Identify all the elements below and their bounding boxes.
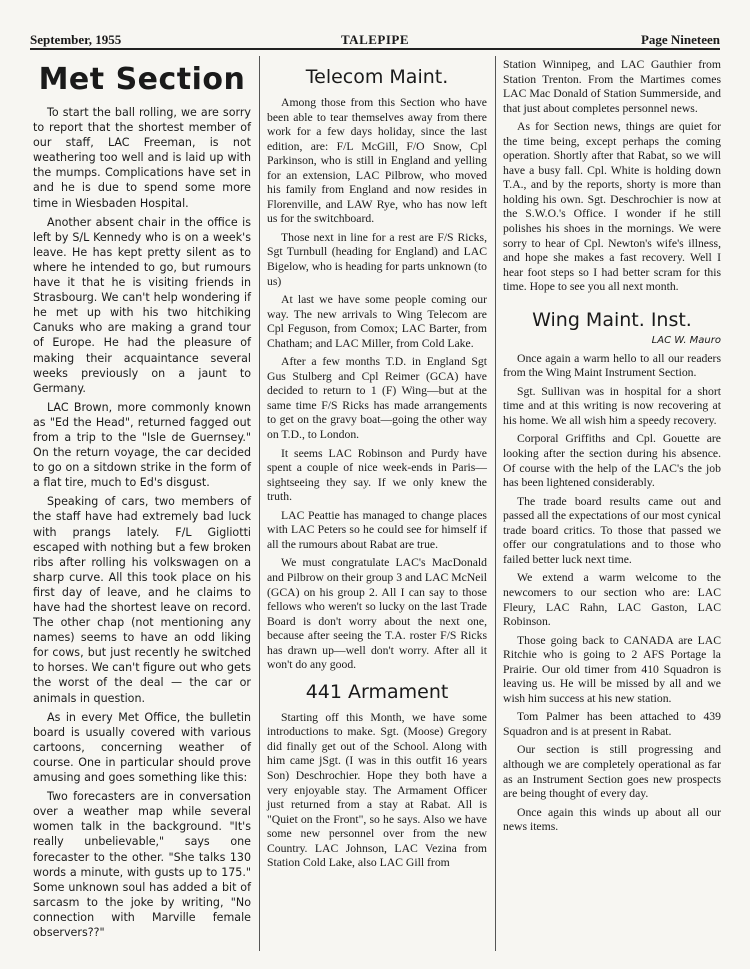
article-paragraph: Another absent chair in the office is left by S/L Kennedy who is on a week's leave. He has kept pretty silent as to where he intended to go, but rumours have it that he is visiting friends in Strasbourg. We can't help wondering if he met up with his two hitchiking Canuks who are making a grand tour of Europe. He had the pleasure of making their acquaintance several weeks previously on a jaunt to Germany. — [33, 215, 251, 395]
article-paragraph: At last we have some people coming our way. The new arrivals to Wing Telecom are Cpl Feguson, from Comox; LAC Barter, from Chatham; and LAC Miller, from Cold Lake. — [267, 293, 487, 350]
article-paragraph: Starting off this Month, we have some introductions to make. Sgt. (Moose) Gregory did finally get out of the School. Along with him came jSgt. (I was in this outfit 16 years Son) Deschrochier. Hope they both have a very enjoyable stay. The Armament Officer just returned from a stay at Rabat. All is "Quiet on the Front", so he says. Also we have some new personnel over from the new Country. LAC Johnson, LAC Vezina from Station Cold Lake, also LAC Gill from — [267, 710, 487, 870]
column-divider-2 — [495, 56, 496, 951]
met-section-title: Met Section — [38, 62, 246, 97]
article-paragraph: As in every Met Office, the bulletin board is usually covered with various cartoons, concerning weather of course. One in particular should prove amusing and goes something like this: — [33, 710, 251, 785]
wing-section — [503, 309, 721, 835]
article-paragraph: Our section is still progressing and although we are completely operational as far as an Instrument Section goes new prospects are being thought of every day. — [503, 743, 721, 801]
telecom-section — [267, 66, 487, 673]
article-paragraph: After a few months T.D. in England Sgt Gus Stulberg and Cpl Reimer (GCA) have decided to return to 1 (F) Wing—but at the same time F/S Ricks has made arrangements to get on the gravy boat—going the other way on T.D., to London. — [267, 355, 487, 442]
article-paragraph: Sgt. Sullivan was in hospital for a short time and at this writing is now recovering at his home. We all wish him a speedy recovery. — [503, 384, 721, 427]
wing-section-title: Wing Maint. Inst. — [532, 308, 692, 331]
article-paragraph: We must congratulate LAC's MacDonald and Pilbrow on their group 3 and LAC McNeil (GCA) on his group 2. All I can say to those fellows who weren't so lucky on the last Trade Board is don't worry about the next one, because after seeing the T.A. roster F/S Ricks has drawn up—well don't worry. After all it won't do any good. — [267, 556, 487, 672]
armament-section-title: 441 Armament — [305, 680, 449, 703]
article-paragraph: As for Section news, things are quiet for the time being, except perhaps the coming operation. Shortly after that Rabat, so we will have a busy fall. Cpl. White is holding down T.A., and by the reports, shorty is more than holding his own. Sgt. Deschrochier is now at the S.W.O.'s Office. I wonder if he still polishes his shoes in the mornings. We were sorry to hear of Cpl. Newton's wife's illness, and hope she makes a fast recovery. Well I hear foot steps so I had better scram for this time. Hope to see you all next month. — [503, 120, 721, 294]
article-paragraph: To start the ball rolling, we are sorry to report that the shortest member of our staff, LAC Freeman, is not weathering too well and is laid up with the mumps. Complications have set in and he is due to spend some more time in Wiesbaden Hospital. — [33, 106, 251, 210]
page-header — [30, 28, 720, 50]
header-rule — [30, 48, 720, 50]
author-byline: LAC W. Mauro — [651, 334, 721, 346]
column-divider-1 — [259, 56, 260, 951]
article-paragraph: Those next in line for a rest are F/S Ricks, Sgt Turnbull (heading for England) and LAC Bigelow, who is heading for parts unknown (to us) — [267, 230, 487, 288]
armament-continued — [503, 58, 721, 295]
telecom-section-title: Telecom Maint. — [305, 66, 449, 88]
article-paragraph: LAC Brown, more commonly known as "Ed the Head", returned fagged out from a trip to the "Isle de Guernsey." On the return voyage, the car decided to go on a sitdown strike in the form of a flat tire, much to Ed's disgust. — [33, 400, 251, 490]
article-paragraph: Once again this winds up about all our news items. — [503, 805, 721, 834]
issue-date: September, 1955 — [30, 32, 122, 47]
article-paragraph: Among those from this Section who have been able to tear themselves away from there work for a few days holiday, since the last edition, are: F/L McGill, F/O Snow, Cpl Parkinson, who is still in England and yelling for an extension, LAC Pilbrow, who moved his family from England and now resides in Florenville, and LAW Rye, who has now left us for the switchboard. — [267, 96, 487, 226]
article-paragraph: Once again a warm hello to all our readers from the Wing Maint Instrument Section. — [503, 351, 721, 380]
article-paragraph: The trade board results came out and passed all the expectations of our most cynical trade board critics. To those that passed we offer our congratulations and to those who failed better luck next time. — [503, 494, 721, 566]
armament-section — [267, 681, 487, 871]
article-paragraph: LAC Peattie has managed to change places with LAC Peters so he could see for himself if all the rumours about Rabat are true. — [267, 508, 487, 551]
article-paragraph: Speaking of cars, two members of the staff have had extremely bad luck with prangs lately. F/L Gigliotti escaped with nothing but a few broken ribs after rolling his volkswagen on a sharp curve. All this took place on his first day of leave, and he claims to have had the shortest leave on record. The other chap (not mentioning any names) seems to have an odd liking for cows, but just recently he switched to horses. We can't figure out who gets the worst of the deal — the car or animals in question. — [33, 495, 251, 705]
middle-column — [267, 58, 487, 875]
met-section — [33, 58, 251, 944]
article-paragraph: Those going back to CANADA are LAC Ritchie who is going to 2 AFS Portage la Prairie. Our old timer from 410 Squadron is leaving us. He will be missed by all and we wish him success at his new station. — [503, 633, 721, 705]
article-paragraph: It seems LAC Robinson and Purdy have spent a couple of nice week-ends in Paris—sightseeing they say. If we only knew the truth. — [267, 446, 487, 504]
article-paragraph: We extend a warm welcome to the newcomers to our section who are: LAC Fleury, LAC Rahn, LAC Gaston, LAC Robinson. — [503, 571, 721, 629]
article-paragraph: Station Winnipeg, and LAC Gauthier from Station Trenton. From the Martimes comes LAC Mac Donald of Station Summerside, and that just about completes personnel news. — [503, 58, 721, 115]
article-paragraph: Corporal Griffiths and Cpl. Gouette are looking after the section during his absence. Of course with the help of the LAC's the job has been lightened considerably. — [503, 432, 721, 490]
page-number: Page Nineteen — [640, 32, 720, 47]
article-paragraph: Tom Palmer has been attached to 439 Squadron and is at present in Rabat. — [503, 710, 721, 738]
publication-title: TALEPIPE — [340, 32, 410, 47]
article-paragraph: Two forecasters are in conversation over a weather map while several women talk in the background. "It's really unbelievable," says one forecaster to the other. "She talks 130 words a minute, with gusts up to 175." Some unknown soul has added a bit of sarcasm to the joke by writing, "No connection with Marville female observers??" — [33, 790, 251, 939]
right-column — [503, 58, 721, 839]
